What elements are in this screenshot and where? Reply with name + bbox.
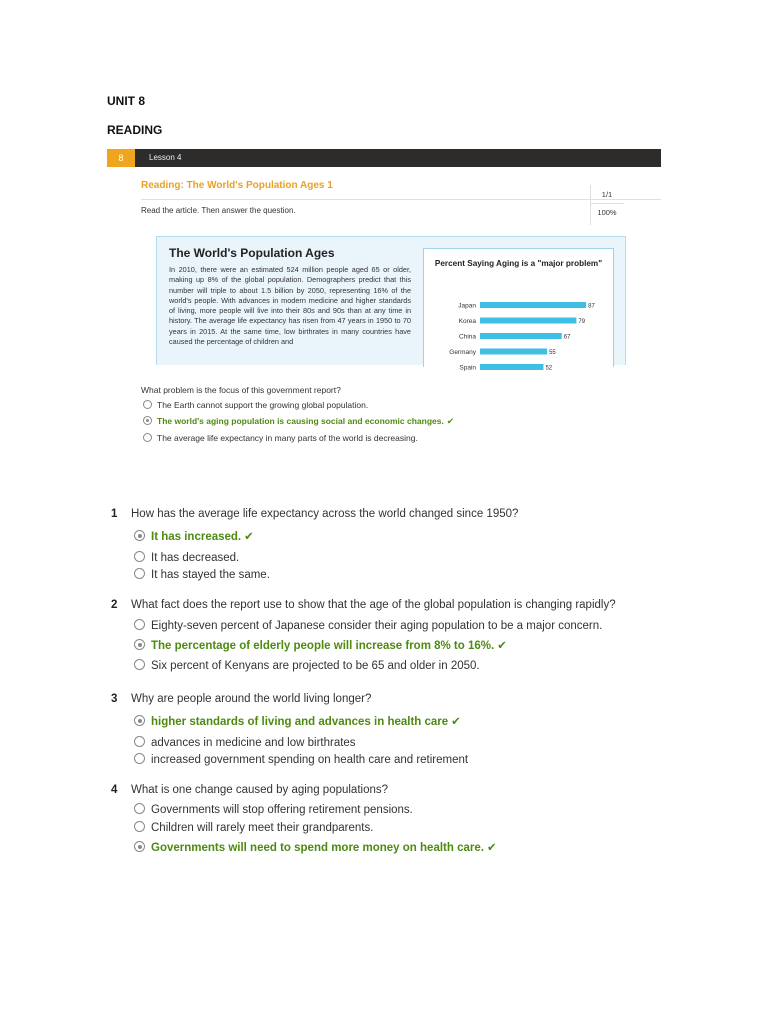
bar	[480, 302, 586, 308]
answer-option[interactable]	[143, 433, 418, 443]
option-text: It has stayed the same.	[151, 569, 270, 581]
radio-button[interactable]	[134, 659, 145, 670]
radio-button[interactable]	[134, 568, 145, 579]
bar-value-label: 55	[549, 350, 556, 356]
category-label: Germany	[449, 349, 476, 356]
answer-option[interactable]	[134, 529, 254, 543]
score-indicator: 100%	[597, 208, 617, 217]
radio-button[interactable]	[134, 619, 145, 630]
option-text: Governments will stop offering retirement pensions.	[151, 804, 413, 816]
answer-option[interactable]	[134, 659, 480, 672]
checkmark-icon: ✔	[446, 416, 454, 426]
option-text: It has increased.	[151, 531, 242, 543]
bar-value-label: 67	[563, 334, 571, 341]
answer-option[interactable]	[134, 568, 270, 581]
option-text: Governments will need to spend more money on health care.	[151, 842, 484, 854]
lesson-bar	[107, 149, 661, 167]
category-label: China	[459, 333, 476, 341]
page-indicator: 1/1	[601, 190, 613, 199]
radio-button[interactable]	[134, 821, 145, 832]
category-label: Japan	[458, 302, 476, 310]
question-number: 1	[111, 508, 118, 520]
question-prompt: How has the average life expectancy across the world changed since 1950?	[131, 508, 519, 520]
radio-button[interactable]	[134, 753, 145, 764]
radio-button[interactable]	[134, 530, 145, 541]
option-text: increased government spending on health care and retirement	[151, 754, 469, 766]
answer-option[interactable]	[143, 416, 454, 427]
section-heading: READING	[107, 123, 163, 137]
radio-button[interactable]	[134, 639, 145, 650]
question-number: 3	[111, 693, 118, 705]
option-text: higher standards of living and advances in health care	[151, 716, 449, 728]
bar	[480, 318, 576, 324]
option-text: The percentage of elderly people will increase from 8% to 16%.	[151, 640, 495, 652]
radio-button[interactable]	[134, 803, 145, 814]
option-text: It has decreased.	[151, 552, 240, 564]
option-text: The world's aging population is causing social and economic changes.	[157, 416, 444, 426]
answer-option[interactable]	[134, 551, 239, 564]
unit-heading: UNIT 8	[107, 94, 146, 108]
checkmark-icon: ✔	[451, 716, 461, 728]
answer-option[interactable]	[134, 753, 468, 766]
radio-button[interactable]	[134, 715, 145, 726]
checkmark-icon: ✔	[486, 842, 497, 854]
article-panel	[156, 236, 626, 372]
answer-option[interactable]	[134, 714, 461, 728]
article-body: In 2010, there were an estimated 524 million people aged 65 or older, making up 8% of the global population. Demographers predict that this number will triple to about 1.5 billion by 2050, representing 16% of the world's people. With advances in modern medicine and higher standards of living, more people will live into their 80s and 90s than at any time in history. The average life expectancy has risen from 47 years in 1950 to 70 years in 2015. At the same time, low birthrates in many countries have caused the percentage of children and	[169, 265, 411, 347]
lesson-label: Lesson 4	[149, 153, 182, 162]
radio-button[interactable]	[143, 433, 152, 442]
answer-option[interactable]	[134, 619, 602, 632]
bar-value-label: 52	[545, 365, 553, 372]
question-prompt: Why are people around the world living longer?	[131, 693, 372, 705]
activity-title: Reading: The World's Population Ages 1	[141, 180, 333, 191]
question-prompt: What fact does the report use to show that the age of the global population is changing rapidly?	[131, 599, 616, 611]
question-number: 2	[111, 599, 118, 611]
radio-button[interactable]	[143, 400, 152, 409]
chart-title: Percent Saying Aging is a "major problem"	[434, 259, 603, 268]
chart-panel	[423, 248, 614, 372]
lesson-number-badge: 8	[107, 149, 135, 167]
divider	[141, 199, 661, 200]
answer-option[interactable]	[134, 821, 373, 834]
divider	[590, 203, 624, 204]
article-title: The World's Population Ages	[169, 246, 335, 260]
option-text: The Earth cannot support the growing global population.	[157, 400, 369, 410]
option-text: Eighty-seven percent of Japanese consider their aging population to be a major concern.	[151, 620, 603, 632]
instruction-text: Read the article. Then answer the question.	[141, 206, 296, 215]
answer-option[interactable]	[143, 400, 368, 410]
category-label: Korea	[458, 318, 476, 325]
bar-chart	[424, 249, 613, 372]
radio-button[interactable]	[143, 416, 152, 425]
option-text: Six percent of Kenyans are projected to be 65 and older in 2050.	[151, 660, 480, 672]
bar	[480, 349, 547, 355]
option-text: Children will rarely meet their grandparents.	[151, 822, 374, 834]
question-number: 4	[111, 784, 118, 796]
answer-option[interactable]	[134, 803, 413, 816]
checkmark-icon: ✔	[244, 531, 254, 543]
option-text: The average life expectancy in many parts of the world is decreasing.	[157, 433, 418, 443]
question-prompt: What is one change caused by aging populations?	[131, 784, 389, 796]
example-question-prompt: What problem is the focus of this government report?	[141, 385, 341, 395]
bar	[480, 333, 562, 339]
checkmark-icon: ✔	[497, 640, 507, 652]
radio-button[interactable]	[134, 551, 145, 562]
radio-button[interactable]	[134, 736, 145, 747]
answer-option[interactable]	[134, 638, 507, 652]
bar-value-label: 79	[578, 319, 586, 325]
option-text: advances in medicine and low birthrates	[151, 737, 356, 749]
radio-button[interactable]	[134, 841, 145, 852]
bar-value-label: 87	[588, 303, 595, 310]
answer-option[interactable]	[134, 840, 497, 854]
bar	[480, 364, 543, 370]
answer-option[interactable]	[134, 736, 356, 749]
category-label: Spain	[459, 364, 476, 372]
